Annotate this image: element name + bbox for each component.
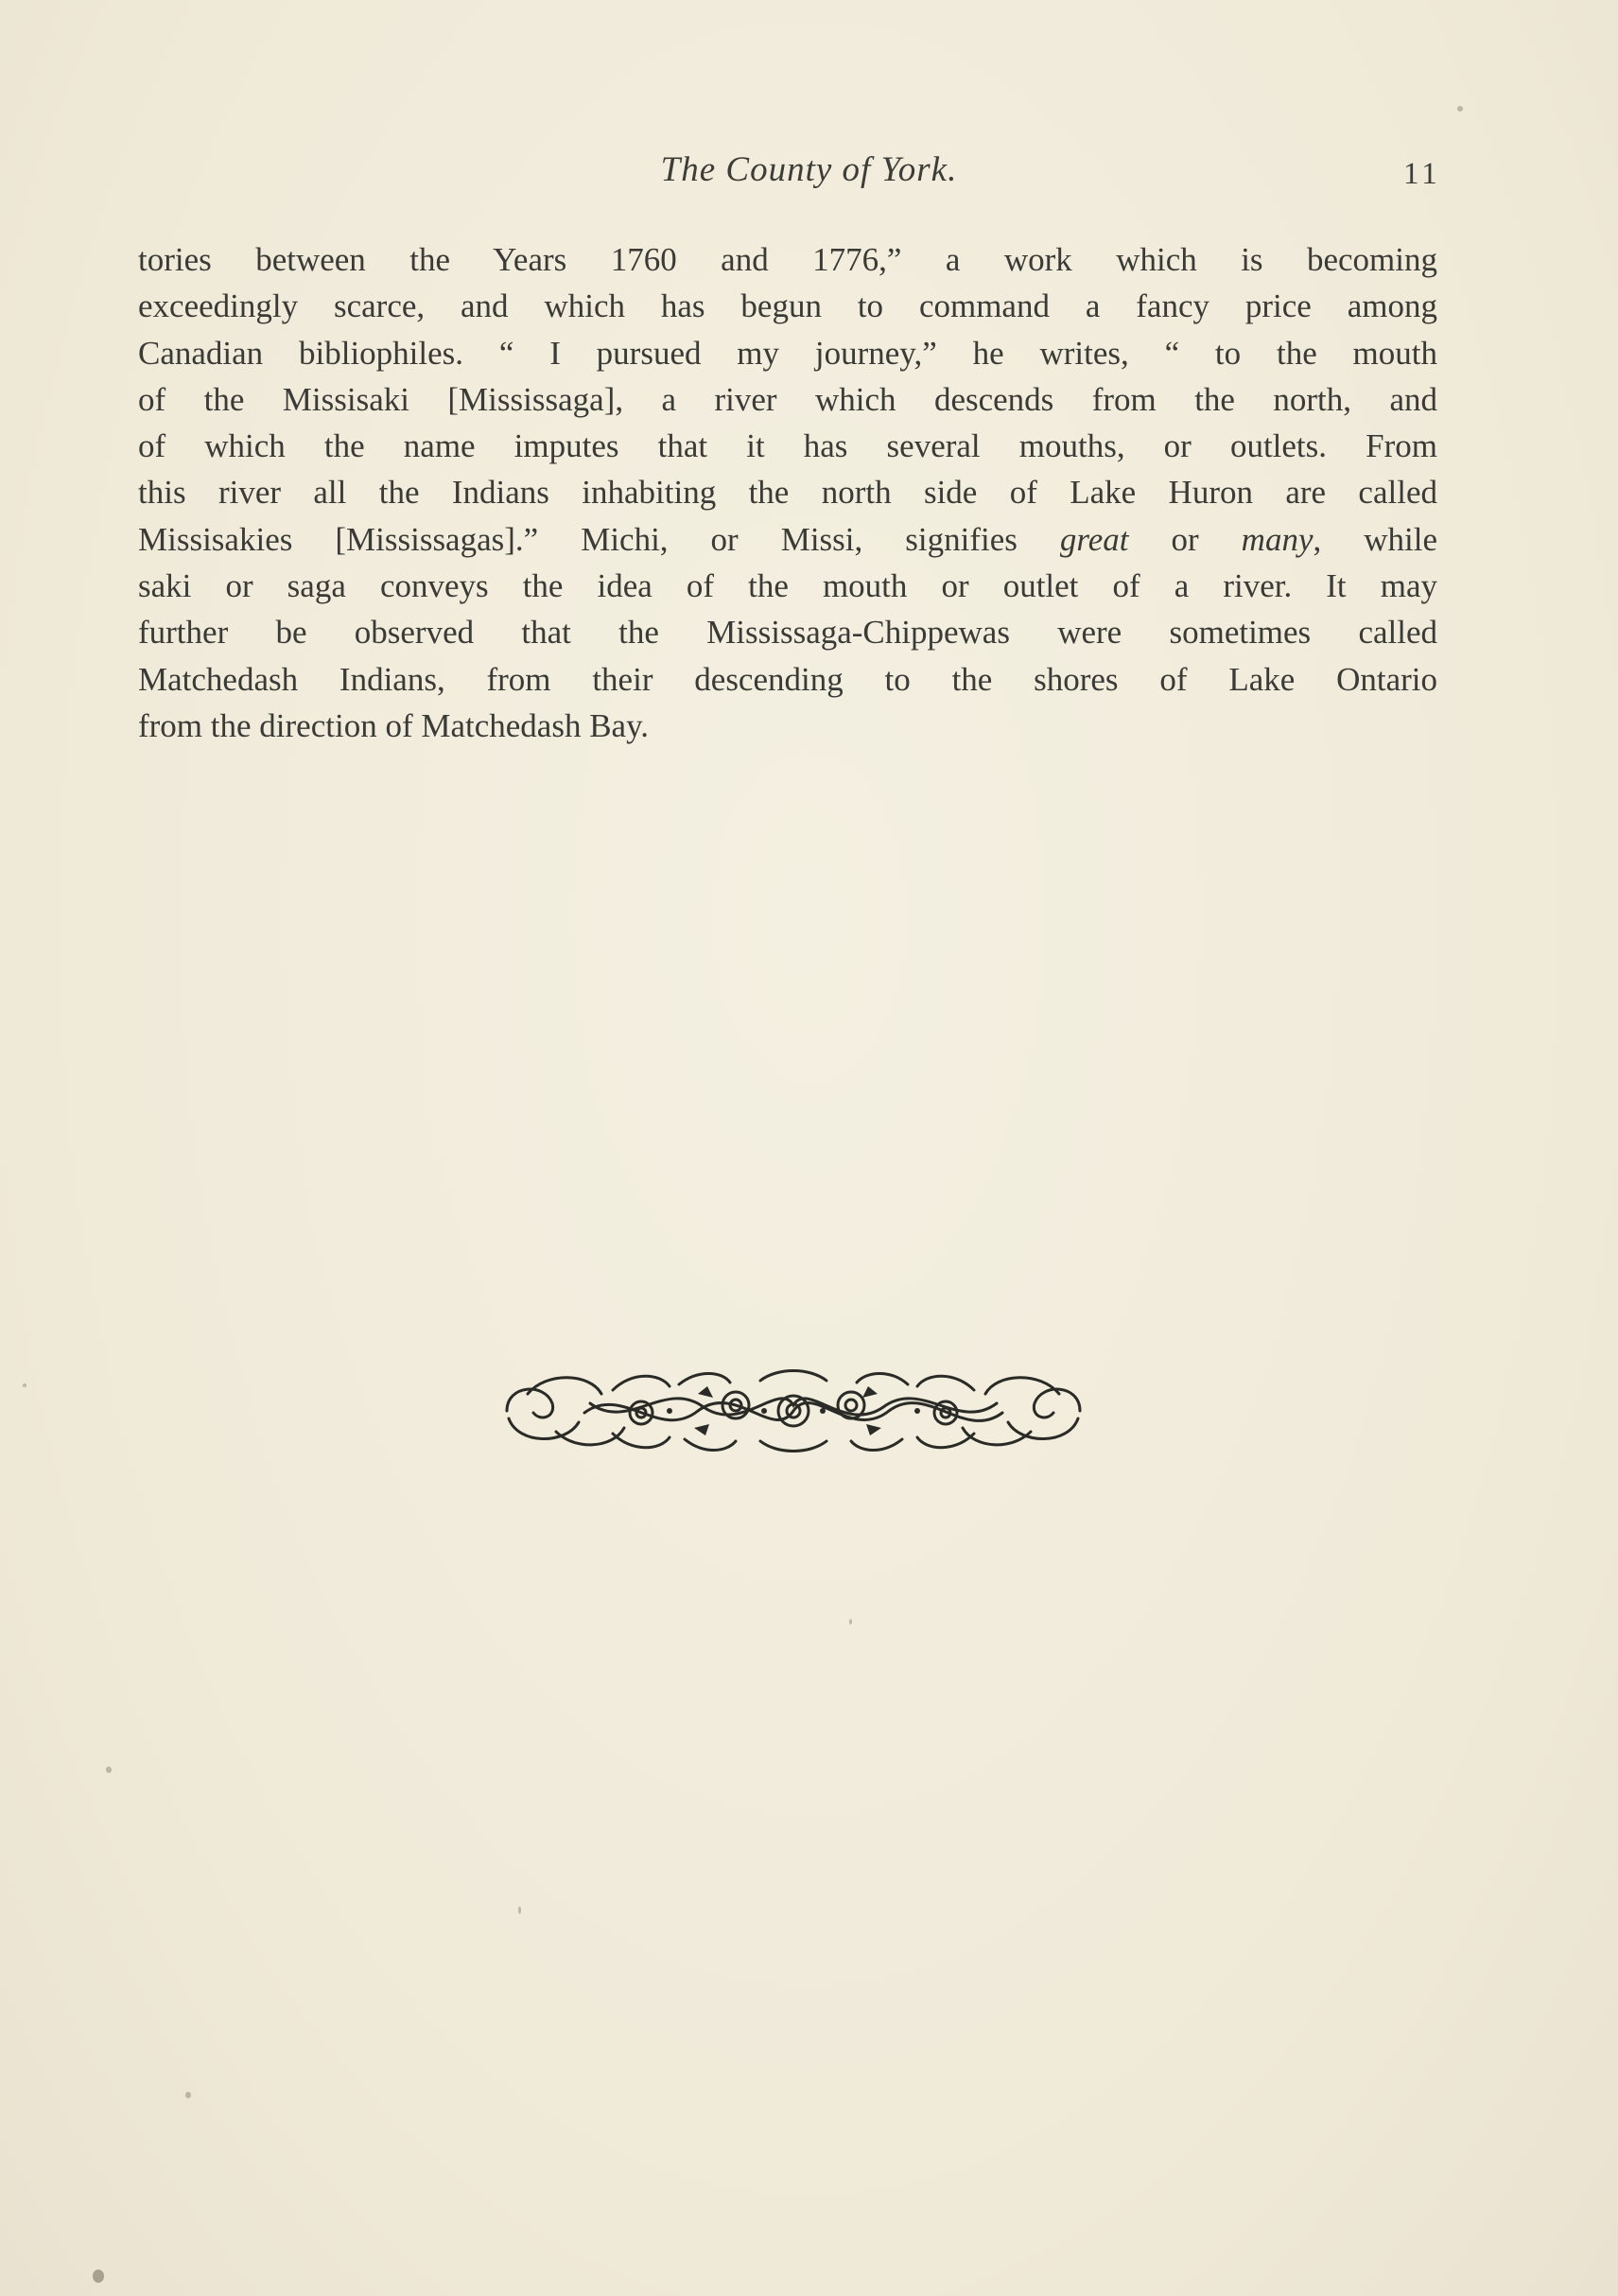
text-line <box>138 516 1437 563</box>
text-line: this river all the Indians inhabiting the north side of Lake Huron are called <box>138 474 1437 512</box>
text-line: Canadian bibliophiles. “ I pursued my journey,” he writes, “ to the mouth <box>138 334 1437 372</box>
text-line: saki or saga conveys the idea of the mouth or outlet of a river. It may <box>138 567 1437 605</box>
paper-speck <box>849 1619 852 1625</box>
paper-speck <box>23 1383 26 1387</box>
text-line: Matchedash Indians, from their descending to the shores of Lake Ontario <box>138 660 1437 698</box>
text-line: tories between the Years 1760 and 1776,” a work which is becoming <box>138 241 1437 278</box>
body-text <box>138 236 1437 749</box>
text-line: of the Missisaki [Mississaga], a river which descends from the north, and <box>138 380 1437 418</box>
text-run: , while <box>1313 520 1438 558</box>
paper-speck <box>106 1766 112 1773</box>
text-run: Missisakies [Mississagas].” Michi, or Missi, signifies <box>138 520 1060 558</box>
paper-speck <box>185 2092 191 2098</box>
running-head <box>0 149 1618 197</box>
text-line: from the direction of Matchedash Bay. <box>138 706 650 744</box>
page-number: 11 <box>1403 157 1441 191</box>
running-title: The County of York. <box>660 150 958 189</box>
paper-speck <box>93 2270 104 2283</box>
text-line: of which the name imputes that it has several mouths, or outlets. From <box>138 427 1437 465</box>
decorative-tailpiece-ornament <box>499 1365 1087 1456</box>
italic-word-many: many <box>1241 520 1314 558</box>
paper-speck <box>518 1906 521 1914</box>
text-line: exceedingly scarce, and which has begun to command a fancy price among <box>138 287 1437 325</box>
text-line: further be observed that the Mississaga-Chippewas were sometimes called <box>138 614 1437 652</box>
text-run: or <box>1128 520 1242 558</box>
paper-speck <box>1457 106 1463 112</box>
italic-word-great: great <box>1059 520 1129 558</box>
